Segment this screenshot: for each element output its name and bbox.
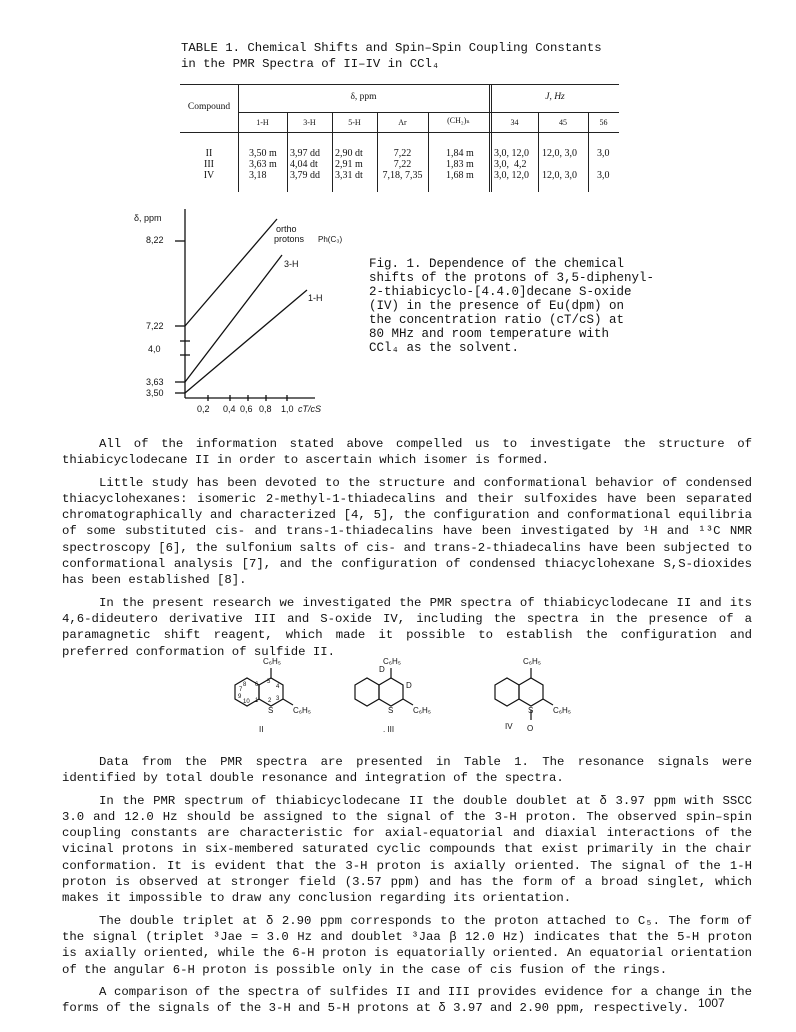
table-cell: 3,0, 4,2 — [494, 159, 527, 170]
table-cell: 12,0, 3,0 — [542, 148, 577, 159]
compound-label: . III — [383, 725, 395, 734]
table-title-line-2: in the PMR Spectra of II–IV in CCl₄ — [181, 57, 440, 71]
ring — [379, 678, 403, 706]
caption-line: 2-thiabicyclo-[4.4.0]decane S-oxide — [369, 285, 632, 299]
substituent-label: C₆H₅ — [383, 657, 402, 666]
table-cell: 3,97 dd — [290, 148, 320, 159]
atom-label-s: S — [268, 706, 274, 715]
table-rows — [180, 148, 619, 184]
header-j: J, Hz — [545, 92, 565, 102]
substituent-label: C₆H₅ — [413, 706, 432, 715]
caption-line: CCl₄ as the solvent. — [369, 341, 520, 355]
bond — [543, 699, 553, 705]
y-tick-label: 7,22 — [146, 321, 164, 331]
table-cell: 3,0, 12,0 — [494, 148, 529, 159]
compound-label: II — [259, 725, 264, 734]
col-ar: Ar — [398, 118, 407, 127]
atom-label-s: S — [528, 706, 534, 715]
ring — [355, 678, 379, 706]
table-cell: 1,83 m — [446, 159, 474, 170]
y-tick-label: 3,50 — [146, 388, 164, 398]
col-j45: 45 — [559, 118, 567, 127]
header-compound: Compound — [187, 102, 231, 112]
atom-label-d: D — [406, 681, 412, 690]
paragraph-6: The double triplet at δ 2.90 ppm corresponds to the proton attached to C₅. The form of the signal (triplet ³Jae = 3.0 Hz and doublet ³Jaa β 12.0 Hz) indicates that the 5-H proton is axially oriented, while the 6-H proton is equatorially oriented. An equatorial orientation of the angular 6-H proton is possible only in the case of cis fusion of the rings. — [62, 913, 752, 977]
series-label-3h: 3-H — [284, 259, 299, 269]
col-3h: 3-H — [303, 118, 316, 127]
series-label-ortho: ortho — [276, 224, 297, 234]
paragraph-4: Data from the PMR spectra are presented in Table 1. The resonance signals were identified by total double resonance and integration of the spectra. — [62, 755, 752, 786]
x-tick-label: 0,6 — [240, 404, 253, 414]
substituent-label: C₆H₅ — [293, 706, 312, 715]
caption-line: Fig. 1. Dependence of the chemical — [369, 257, 625, 271]
table-cell: 12,0, 3,0 — [542, 170, 577, 181]
atom-number: 6 — [255, 682, 259, 688]
col-ch2: (CH₂)ₙ — [447, 116, 470, 125]
series-label-1h: 1-H — [308, 293, 323, 303]
paragraph-3: In the present research we investigated the PMR spectra of thiabicyclodecane II and its 4,6-dideutero derivative III and S-oxide IV, including the spectra in the presence of a paramagnetic shift reagent, which made it possible to establish the configuration and preferred conformation of sulfide II. — [62, 595, 752, 659]
x-axis-label: cT/cS — [298, 404, 322, 414]
atom-number: 9 — [238, 694, 242, 700]
substituent-label: C₆H₅ — [263, 657, 282, 666]
body-text-bottom — [62, 754, 752, 1022]
chemical-structures — [225, 650, 585, 750]
table-cell: 3,79 dd — [290, 170, 320, 181]
table-cell: 2,90 dt — [335, 148, 363, 159]
series-label-ph: Ph(C₃) — [318, 235, 343, 244]
paragraph-2: Little study has been devoted to the structure and conformational behavior of condensed thiacyclohexanes: isomeric 2-methyl-1-thiadecalins and their sulfoxides have been separated chromatographically and characterized [4, 5], the configuration and conformational equilibria of some substituted cis- and trans-1-thiadecalins have been investigated by ¹H and ¹³C NMR spectroscopy [6], the sulfonium salts of cis- and trans-2-thiadecalins have been subjected to conformational analysis [7], and the configuration of condensed thiacyclohexane S,S-dioxides has been established [8]. — [62, 475, 752, 588]
shift-chart — [130, 205, 360, 420]
table-cell: IV — [203, 170, 215, 181]
atom-number: 5 — [267, 679, 271, 685]
table-cell: 3,0 — [597, 148, 610, 159]
col-j34: 34 — [510, 118, 519, 127]
x-tick-label: 0,4 — [223, 404, 236, 414]
table-cell: 3,63 m — [249, 159, 277, 170]
table-title-line-1: TABLE 1. Chemical Shifts and Spin–Spin Coupling Constants — [181, 41, 602, 55]
table-cell: 3,18 — [249, 170, 267, 181]
table-cell: 3,50 m — [249, 148, 277, 159]
table-cell: 7,22 — [393, 159, 412, 170]
body-text-top — [62, 436, 752, 666]
atom-number: 2 — [268, 698, 272, 704]
header-delta: δ, ppm — [350, 92, 377, 102]
figure-caption — [369, 257, 654, 355]
atom-number: 4 — [276, 684, 280, 690]
table-cell: 1,84 m — [446, 148, 474, 159]
atom-label-d: D — [379, 665, 385, 674]
caption-line: shifts of the protons of 3,5-diphenyl- — [369, 271, 655, 285]
table-cell: 4,04 dt — [290, 159, 318, 170]
col-1h: 1-H — [256, 118, 269, 127]
x-tick-label: 1,0 — [281, 404, 294, 414]
bond — [283, 699, 293, 705]
table-cell: 7,18, 7,35 — [382, 170, 423, 181]
series-label-protons: protons — [274, 234, 305, 244]
atom-number: 3 — [276, 696, 280, 702]
atom-number: 1 — [255, 698, 259, 704]
table-cell: 7,22 — [393, 148, 412, 159]
table-cell: 3,0, 12,0 — [494, 170, 529, 181]
table-cell: 2,91 m — [335, 159, 363, 170]
series-line-3h — [185, 255, 282, 382]
series-line-ortho — [185, 219, 277, 326]
y-tick-label: 4,0 — [148, 344, 161, 354]
col-5h: 5-H — [348, 118, 361, 127]
y-axis-label: δ, ppm — [134, 213, 162, 223]
caption-line: 80 MHz and room temperature with — [369, 327, 610, 341]
x-tick-label: 0,8 — [259, 404, 272, 414]
table-cell: 3,0 — [597, 170, 610, 181]
caption-line: the concentration ratio (cT/cS) at — [369, 313, 625, 327]
paragraph-7: A comparison of the spectra of sulfides II and III provides evidence for a change in the forms of the signals of the 3-H and 5-H protons at δ 3.97 and 2.90 ppm, respectively. — [62, 984, 752, 1016]
atom-number: 7 — [239, 687, 243, 693]
table-cell: 3,31 dt — [335, 170, 363, 181]
col-j56: 56 — [599, 118, 608, 127]
ring — [519, 678, 543, 706]
table-cell: 1,68 m — [446, 170, 474, 181]
atom-number: 8 — [243, 682, 247, 688]
paragraph-5: In the PMR spectrum of thiabicyclodecane II the double doublet at δ 3.97 ppm with SSCC 3.0 and 12.0 Hz should be assigned to the signal of the 3-H proton. The observed spin–spin coupling constants are characteristic for axial-equatorial and diaxial interactions of the vicinal protons in six-membered saturated cyclic compounds that exist primarily in the chair conformation. It is evident that the 3-H proton is axially oriented. The signal of the 1-H proton is observed at stronger field (3.57 ppm) and has the form of a broad singlet, which makes it impossible to draw any conclusion regarding its orientation. — [62, 793, 752, 906]
compound-label: IV — [505, 722, 513, 731]
bond — [403, 699, 413, 705]
paragraph-1: All of the information stated above compelled us to investigate the structure of thiabicyclodecane II in order to ascertain which isomer is formed. — [62, 437, 752, 468]
substituent-label: C₆H₅ — [523, 657, 542, 666]
y-tick-label: 8,22 — [146, 235, 164, 245]
table-title — [181, 40, 602, 72]
substituent-label: C₆H₅ — [553, 706, 572, 715]
atom-number: 10 — [243, 699, 250, 705]
ring — [495, 678, 519, 706]
x-tick-label: 0,2 — [197, 404, 210, 414]
atom-label-o: O — [527, 724, 534, 733]
page-number: 1007 — [698, 996, 725, 1010]
y-tick-label: 3,63 — [146, 377, 164, 387]
table-cell: III — [204, 159, 214, 170]
caption-line: (IV) in the presence of Eu(dpm) on — [369, 299, 625, 313]
data-table — [180, 84, 619, 194]
atom-label-s: S — [388, 706, 394, 715]
table-cell: II — [205, 148, 213, 159]
